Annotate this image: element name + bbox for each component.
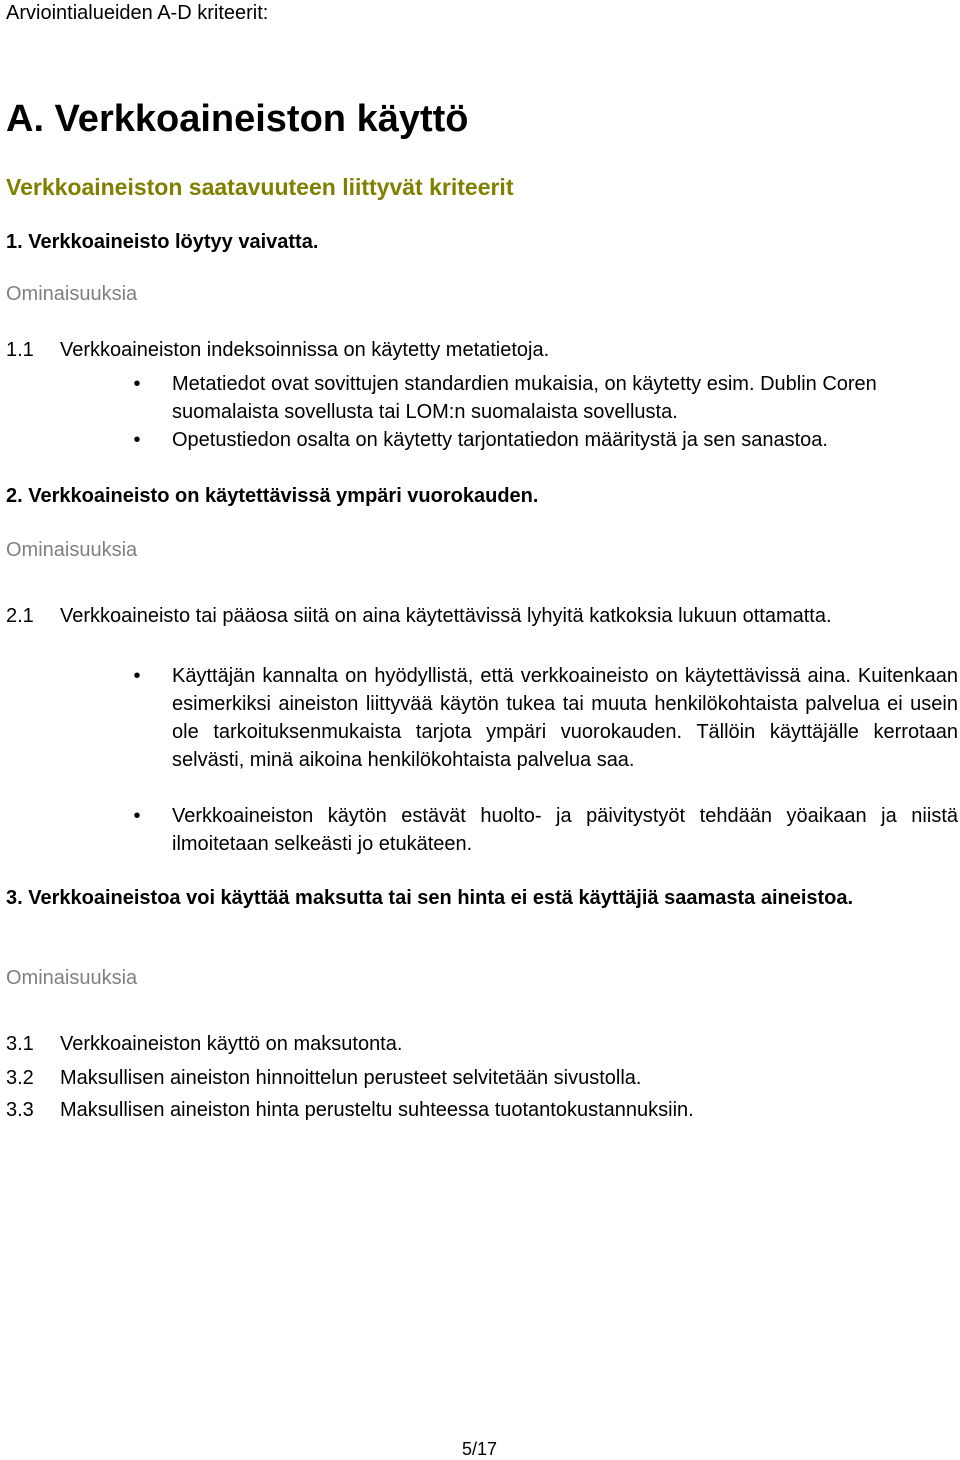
bullet-text: Verkkoaineiston käytön estävät huolto- ja päivitystyöt tehdään yöaikaan ja niistä ilmoitetaan selkeästi jo etukäteen.: [172, 805, 958, 855]
criterion-2-title: 2. Verkkoaineisto on käytettävissä ympäri vuorokauden.: [6, 485, 539, 507]
criterion-3-title: 3. Verkkoaineistoa voi käyttää maksutta tai sen hinta ei estä käyttäjiä saamasta aineistoa.: [6, 887, 854, 909]
bullet-icon: •: [133, 805, 141, 827]
item-text: Verkkoaineisto tai pääosa siitä on aina käytettävissä lyhyitä katkoksia lukuun ottamatta.: [60, 605, 832, 627]
item-text: Maksullisen aineiston hinta perusteltu suhteessa tuotantokustannuksiin.: [60, 1099, 694, 1121]
bullet-icon: •: [133, 373, 141, 395]
item-number: 3.1: [6, 1033, 34, 1055]
features-label: Ominaisuuksia: [6, 539, 138, 561]
features-label: Ominaisuuksia: [6, 283, 138, 305]
criterion-1-title: 1. Verkkoaineisto löytyy vaivatta.: [6, 231, 319, 253]
features-label: Ominaisuuksia: [6, 967, 138, 989]
subsection-title: Verkkoaineiston saatavuuteen liittyvät kriteerit: [6, 174, 514, 200]
item-number: 3.2: [6, 1067, 34, 1089]
item-number: 3.3: [6, 1099, 34, 1121]
item-text: Verkkoaineiston käyttö on maksutonta.: [60, 1033, 403, 1055]
item-text: Maksullisen aineiston hinnoittelun perusteet selvitetään sivustolla.: [60, 1067, 642, 1089]
bullet-icon: •: [133, 429, 141, 451]
page-number: 5/17: [462, 1439, 498, 1459]
document-header: Arviointialueiden A-D kriteerit:: [6, 2, 269, 24]
bullet-icon: •: [133, 665, 141, 687]
section-title: A. Verkkoaineiston käyttö: [6, 98, 469, 140]
bullet-text: Opetustiedon osalta on käytetty tarjontatiedon määritystä ja sen sanastoa.: [172, 429, 828, 451]
bullet-text: Käyttäjän kannalta on hyödyllistä, että verkkoaineisto on käytettävissä aina. Kuitenkaan esimerkiksi aineiston liittyvää käytön tukea tai muuta henkilökohtaista palvelua ei usein ole tarkoituksenmukaista tarjota ympäri vuorokauden. Tällöin käyttäjälle kerrotaan selvästi, minä aikoina henkilökohtaista palvelua saa.: [172, 665, 958, 771]
item-text: Verkkoaineiston indeksoinnissa on käytetty metatietoja.: [60, 339, 550, 361]
bullet-text: Metatiedot ovat sovittujen standardien mukaisia, on käytetty esim. Dublin Coren suomalaista sovellusta tai LOM:n suomalaista sovellusta.: [172, 373, 877, 423]
item-number: 1.1: [6, 339, 34, 361]
item-number: 2.1: [6, 605, 34, 627]
